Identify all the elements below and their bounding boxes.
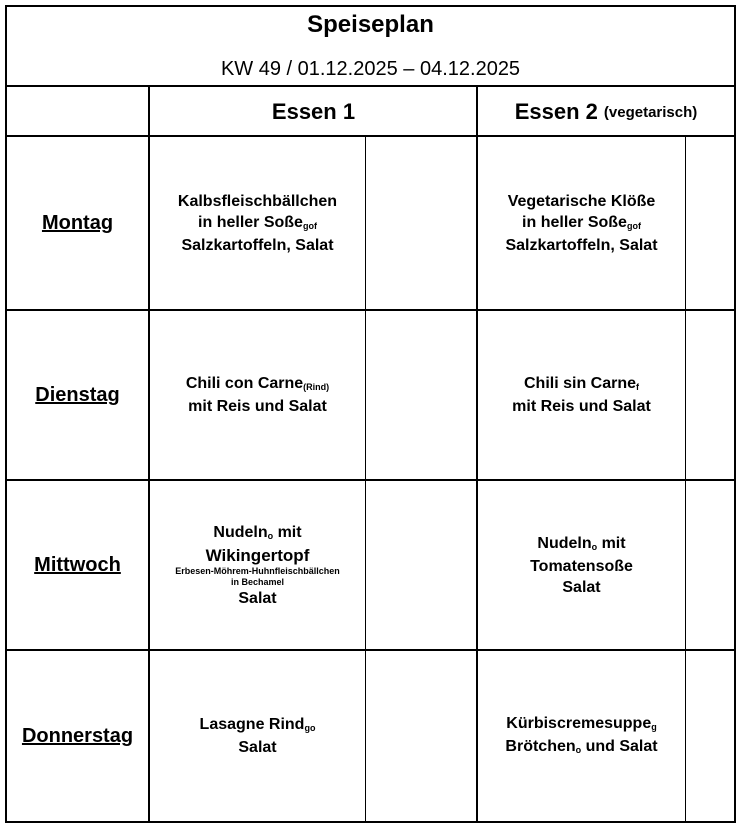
meal-line: Salzkartoffeln, Salat (181, 236, 334, 254)
column-header-essen-1-label: Essen 1 (271, 99, 356, 124)
meal-dienstag-essen-2 (478, 311, 685, 479)
day-dienstag: Dienstag (35, 383, 120, 406)
meal-line: in heller Soßegof (198, 213, 317, 231)
meal-line: Lasagne Rindgo (199, 716, 316, 733)
meal-line: in Bechamel (230, 576, 285, 587)
meal-line: Chili sin Carnef (523, 375, 640, 392)
day-donnerstag: Donnerstag (21, 724, 134, 747)
meal-line: Vegetarische Klöße (507, 192, 656, 210)
meal-line: Nudelno mit (213, 523, 302, 541)
meal-line: Wikingertopf (205, 545, 310, 565)
day-montag: Montag (41, 211, 114, 234)
meal-line: in heller Soßegof (522, 213, 641, 231)
meal-line: Salat (238, 739, 277, 756)
meal-mittwoch-essen-2 (478, 481, 685, 649)
meal-line: mit Reis und Salat (188, 398, 327, 415)
meal-line: Kalbsfleischbällchen (177, 192, 338, 210)
week-range: KW 49 / 01.12.2025 – 04.12.2025 (220, 58, 521, 80)
meal-line: mit Reis und Salat (512, 398, 651, 415)
meal-line: Salzkartoffeln, Salat (505, 236, 658, 254)
meal-line: Nudelno mit (537, 534, 626, 552)
meal-montag-essen-2 (478, 137, 685, 309)
meal-dienstag-essen-1 (150, 311, 365, 479)
column-divider-thin (685, 137, 686, 821)
meal-line: Brötcheno und Salat (505, 738, 658, 755)
column-header-essen-2-note: (vegetarisch) (603, 103, 698, 121)
day-mittwoch: Mittwoch (34, 553, 121, 576)
meal-line: Kürbiscremesuppeg (506, 715, 657, 732)
page-title: Speiseplan (307, 11, 434, 38)
meal-montag-essen-1 (150, 137, 365, 309)
meal-mittwoch-essen-1 (150, 481, 365, 649)
menu-table (5, 5, 736, 823)
column-divider-thin (365, 137, 366, 821)
meal-donnerstag-essen-1 (150, 651, 365, 821)
column-header-essen-2-label: Essen 2 (514, 99, 598, 124)
meal-donnerstag-essen-2 (478, 651, 685, 821)
column-header-essen-1 (150, 87, 477, 137)
meal-line: Salat (238, 589, 277, 607)
meal-line: Tomatensoße (530, 557, 633, 575)
menu-header (7, 7, 734, 87)
meal-line: Chili con Carne(Rind) (185, 375, 330, 392)
meal-line: Salat (562, 578, 601, 596)
column-header-essen-2 (478, 87, 734, 137)
meal-line: Erbesen-Möhrem-Huhnfleischbällchen (175, 565, 340, 576)
